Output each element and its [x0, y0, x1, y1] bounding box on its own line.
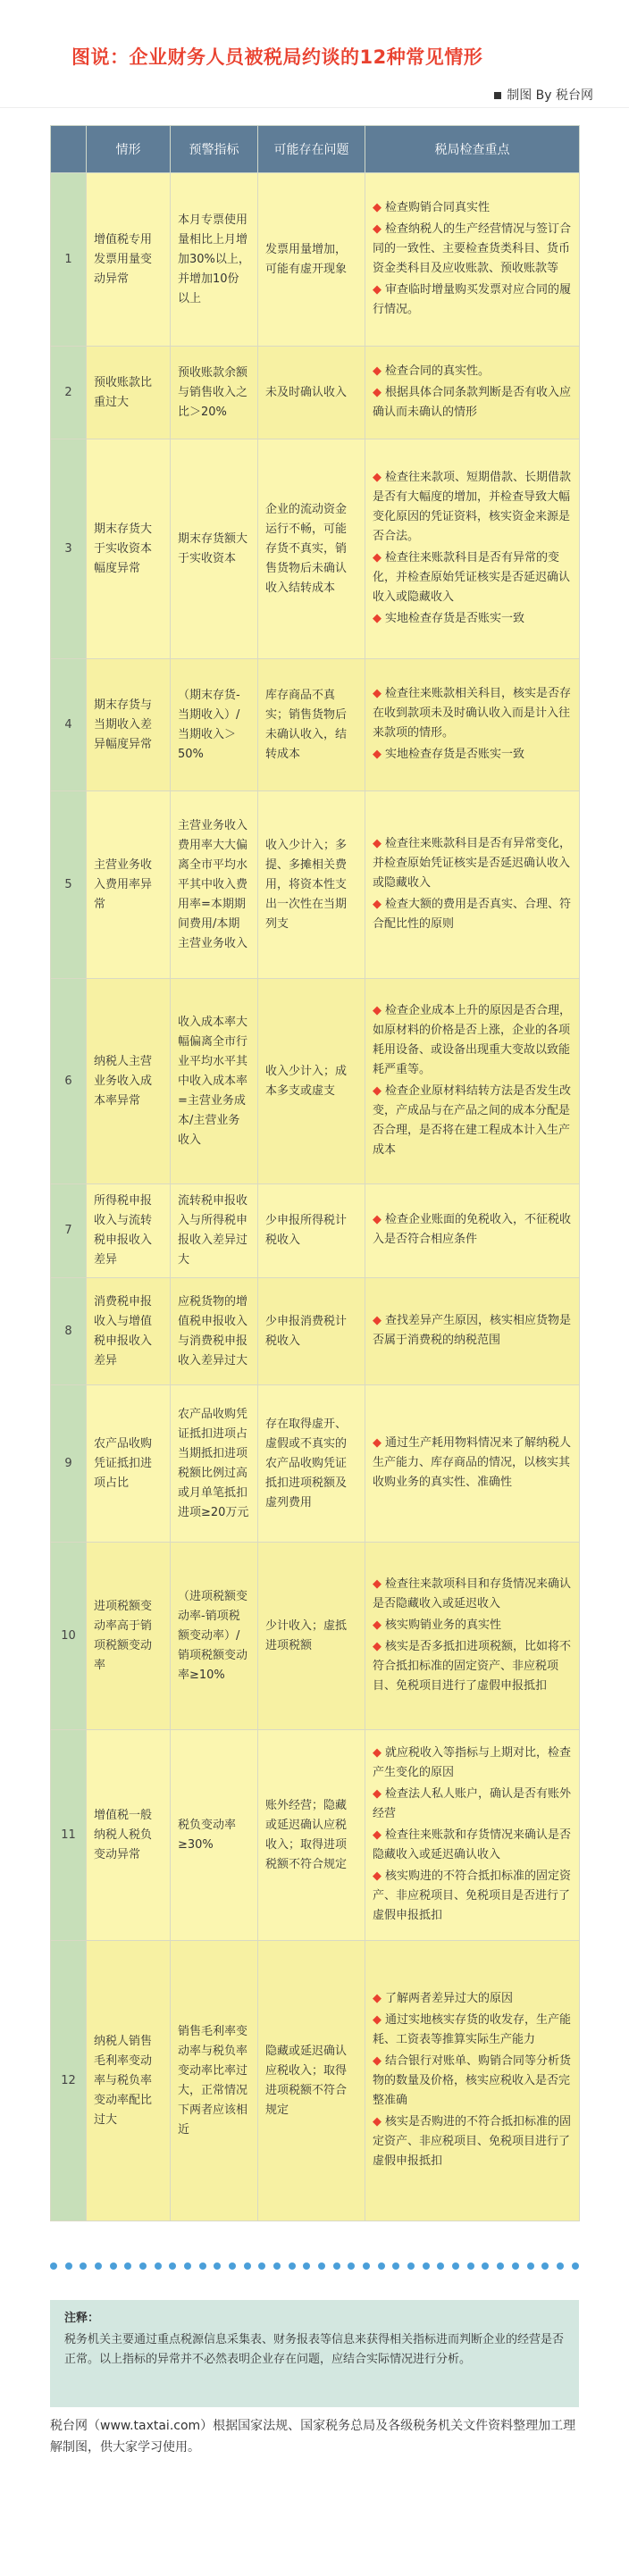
problem-cell: 少申报所得税计税收入 [258, 1184, 365, 1278]
diamond-bullet-icon: ◆ [373, 2114, 382, 2129]
key-text: 检查法人私人账户，确认是否有账外经营 [373, 1786, 572, 1820]
indicator-cell: 农产品收购凭证抵扣进项占当期抵扣进项税额比例过高或月单笔抵扣进项≥20万元 [171, 1385, 258, 1543]
divider-dot [407, 2262, 415, 2270]
table-row [51, 1941, 580, 2221]
diamond-bullet-icon: ◆ [373, 1639, 382, 1653]
key-text: 了解两者差异过大的原因 [385, 1991, 514, 2005]
divider-dot [50, 2262, 57, 2270]
key-item [373, 1785, 572, 1824]
key-item [373, 220, 572, 279]
diamond-bullet-icon: ◆ [373, 1827, 382, 1842]
divider-dot [363, 2262, 370, 2270]
row-index: 9 [51, 1385, 87, 1543]
situation-cell: 农产品收购凭证抵扣进项占比 [87, 1385, 171, 1543]
key-item [373, 1744, 572, 1783]
key-text: 结合银行对账单、购销合同等分析货物的数量及价格，核实应税收入是否完整准确 [373, 2053, 572, 2107]
keys-cell [365, 1385, 580, 1543]
key-item [373, 1989, 572, 2009]
divider-dot [423, 2262, 430, 2270]
divider-dot [124, 2262, 131, 2270]
header-situation: 情形 [87, 126, 171, 173]
key-item [373, 1867, 572, 1926]
row-index: 2 [51, 347, 87, 439]
table-row [51, 659, 580, 791]
indicator-cell: 预收账款余额与销售收入之比＞20% [171, 347, 258, 439]
divider-dot [199, 2262, 206, 2270]
indicator-cell: （期末存货-当期收入）/当期收入＞50% [171, 659, 258, 791]
divider-dot [80, 2262, 87, 2270]
key-text: 审查临时增量购买发票对应合同的履行情况。 [373, 282, 572, 316]
row-index: 4 [51, 659, 87, 791]
key-item [373, 1637, 572, 1696]
indicator-cell: 税负变动率≥30% [171, 1730, 258, 1941]
row-index: 11 [51, 1730, 87, 1941]
key-text: 检查往来账款科目是否有异常变化，并检查原始凭证核实是否延迟确认收入或隐藏收入 [373, 836, 572, 890]
situation-cell: 纳税人主营业务收入成本率异常 [87, 979, 171, 1184]
divider-dot [512, 2262, 519, 2270]
indicator-cell: （进项税额变动率-销项税额变动率）/销项税额变动率≥10% [171, 1543, 258, 1730]
problem-cell: 少计收入；虚抵进项税额 [258, 1543, 365, 1730]
key-item [373, 1616, 572, 1635]
key-item [373, 895, 572, 934]
key-text: 检查购销合同真实性 [385, 200, 491, 214]
key-text: 通过生产耗用物料情况来了解纳税人生产能力、库存商品的情况，以核实其收购业务的真实性、准确性 [373, 1435, 572, 1489]
keys-cell [365, 979, 580, 1184]
key-item [373, 834, 572, 893]
problem-cell: 库存商品不真实；销售货物后未确认收入，结转成本 [258, 659, 365, 791]
key-item [373, 383, 572, 422]
key-text: 检查往来账款相关科目，核实是否存在收到款项未及时确认收入而是计入往来款项的情形。 [373, 686, 572, 740]
divider-dot [497, 2262, 504, 2270]
situation-cell: 主营业务收入费用率异常 [87, 791, 171, 979]
key-item [373, 684, 572, 743]
divider-dot [289, 2262, 296, 2270]
note-label: 注释： [64, 2312, 100, 2325]
diamond-bullet-icon: ◆ [373, 1869, 382, 1883]
table-row [51, 1278, 580, 1385]
table-row [51, 979, 580, 1184]
divider-dot [557, 2262, 564, 2270]
row-index: 1 [51, 173, 87, 347]
square-bullet-icon [494, 92, 501, 99]
divider-dot [392, 2262, 399, 2270]
diamond-bullet-icon: ◆ [373, 1991, 382, 2005]
divider-dot [184, 2262, 191, 2270]
diamond-bullet-icon: ◆ [373, 836, 382, 850]
key-text: 核实是否购进的不符合抵扣标准的固定资产、非应税项目、免税项目进行了虚假申报抵扣 [373, 2114, 572, 2168]
header-index [51, 126, 87, 173]
situation-cell: 纳税人销售毛利率变动率与税负率变动率配比过大 [87, 1941, 171, 2221]
divider-dot [273, 2262, 281, 2270]
row-index: 12 [51, 1941, 87, 2221]
divider-dot [348, 2262, 355, 2270]
key-text: 通过实地核实存货的收发存，生产能耗、工资表等推算实际生产能力 [373, 2012, 572, 2046]
key-item [373, 1575, 572, 1614]
footer-text: 税台网（www.taxtai.com）根据国家法规、国家税务总局及各级税务机关文件资料整理加工理解制图，供大家学习使用。 [50, 2419, 576, 2455]
divider-dot [258, 2262, 265, 2270]
situation-cell: 增值税专用发票用量变动异常 [87, 173, 171, 347]
indicator-cell: 应税货物的增值税申报收入与消费税申报收入差异过大 [171, 1278, 258, 1385]
problem-cell: 少申报消费税计税收入 [258, 1278, 365, 1385]
keys-cell [365, 791, 580, 979]
divider-dot [229, 2262, 236, 2270]
key-item [373, 2011, 572, 2050]
keys-cell [365, 1278, 580, 1385]
keys-cell [365, 1184, 580, 1278]
indicator-cell: 本月专票使用量相比上月增加30%以上，并增加10份以上 [171, 173, 258, 347]
diamond-bullet-icon: ◆ [373, 686, 382, 700]
diamond-bullet-icon: ◆ [373, 550, 382, 565]
divider-dot [437, 2262, 444, 2270]
problem-cell: 收入少计入；多提、多摊相关费用，将资本性支出一次性在当期列支 [258, 791, 365, 979]
divider-dot [65, 2262, 72, 2270]
situation-cell: 进项税额变动率高于销项税额变动率 [87, 1543, 171, 1730]
key-text: 就应税收入等指标与上期对比，检查产生变化的原因 [373, 1745, 572, 1779]
key-text: 检查大额的费用是否真实、合理、符合配比性的原则 [373, 897, 572, 931]
diamond-bullet-icon: ◆ [373, 200, 382, 214]
key-item [373, 745, 572, 765]
key-text: 检查纳税人的生产经营情况与签订合同的一致性、主要检查货类科目、货币资金类科目及应收账款、预收账款等 [373, 222, 572, 275]
note-text: 税务机关主要通过重点税源信息采集表、财务报表等信息来获得相关指标进而判断企业的经营是否正常。以上指标的异常并不必然表明企业存在问题，应结合实际情况进行分析。 [64, 2333, 565, 2366]
credit-text: 制图 By 税台网 [507, 88, 593, 103]
row-index: 10 [51, 1543, 87, 1730]
diamond-bullet-icon: ◆ [373, 1786, 382, 1801]
key-item [373, 1434, 572, 1493]
divider-dot [527, 2262, 534, 2270]
diamond-bullet-icon: ◆ [373, 747, 382, 761]
table-row [51, 1385, 580, 1543]
divider-dot [95, 2262, 102, 2270]
key-item [373, 2112, 572, 2171]
keys-cell [365, 173, 580, 347]
keys-cell [365, 659, 580, 791]
key-item [373, 1826, 572, 1865]
divider-dot [169, 2262, 176, 2270]
problem-cell: 收入少计入；成本多支或虚支 [258, 979, 365, 1184]
key-item [373, 609, 572, 629]
key-text: 实地检查存货是否账实一致 [385, 747, 525, 761]
key-text: 检查往来账款科目是否有异常的变化，并检查原始凭证核实是否延迟确认收入或隐藏收入 [373, 550, 571, 604]
diamond-bullet-icon: ◆ [373, 1435, 382, 1450]
diamond-bullet-icon: ◆ [373, 1313, 382, 1327]
table-row [51, 173, 580, 347]
key-text: 查找差异产生原因，核实相应货物是否属于消费税的纳税范围 [373, 1313, 572, 1347]
diamond-bullet-icon: ◆ [373, 1213, 382, 1226]
divider-dot [452, 2262, 459, 2270]
table-header-row [51, 126, 580, 173]
divider-dot [541, 2262, 549, 2270]
problem-cell: 账外经营；隐藏或延迟确认应税收入；取得进项税额不符合规定 [258, 1730, 365, 1941]
keys-cell [365, 1730, 580, 1941]
keys-cell [365, 347, 580, 439]
problem-cell: 存在取得虚开、虚假或不真实的农产品收购凭证抵扣进项税额及虚列费用 [258, 1385, 365, 1543]
problem-cell: 未及时确认收入 [258, 347, 365, 439]
main-table-wrapper [50, 125, 579, 2221]
divider-dot [155, 2262, 162, 2270]
divider-dot [303, 2262, 310, 2270]
header-indicator: 预警指标 [171, 126, 258, 173]
dot-divider [50, 2260, 579, 2272]
key-item [373, 1210, 572, 1250]
key-item [373, 198, 572, 218]
page-title: 图说：企业财务人员被税局约谈的12种常见情形 [71, 46, 483, 68]
table-row [51, 347, 580, 439]
problem-cell: 发票用量增加，可能有虚开现象 [258, 173, 365, 347]
key-item [373, 362, 572, 381]
key-text: 核实购销业务的真实性 [385, 1618, 502, 1632]
diamond-bullet-icon: ◆ [373, 2012, 382, 2027]
diamond-bullet-icon: ◆ [373, 2053, 382, 2068]
divider-dot [139, 2262, 147, 2270]
indicator-cell: 销售毛利率变动率与税负率变动率比率过大，正常情况下两者应该相近 [171, 1941, 258, 2221]
diamond-bullet-icon: ◆ [373, 470, 382, 484]
key-text: 检查企业成本上升的原因是否合理，如原材料的价格是否上涨，企业的各项耗用设备、或设备出现重大变故以致能耗严重等。 [373, 1003, 572, 1076]
situation-cell: 期末存货大于实收资本幅度异常 [87, 439, 171, 659]
row-index: 5 [51, 791, 87, 979]
table-row [51, 439, 580, 659]
divider-dot [318, 2262, 325, 2270]
table-row [51, 791, 580, 979]
situation-cell: 所得税申报收入与流转税申报收入差异 [87, 1184, 171, 1278]
divider-dot [333, 2262, 340, 2270]
keys-cell [365, 1543, 580, 1730]
divider-dot [482, 2262, 489, 2270]
key-item [373, 468, 572, 547]
key-item [373, 1001, 572, 1080]
table-row [51, 1184, 580, 1278]
situation-cell: 期末存货与当期收入差异幅度异常 [87, 659, 171, 791]
keys-cell [365, 1941, 580, 2221]
key-item [373, 548, 572, 607]
table-row [51, 1543, 580, 1730]
table-body [51, 173, 580, 2221]
row-index: 3 [51, 439, 87, 659]
key-item [373, 2052, 572, 2111]
diamond-bullet-icon: ◆ [373, 611, 382, 625]
key-text: 根据具体合同条款判断是否有收入应确认而未确认的情形 [373, 385, 572, 419]
key-text: 检查合同的真实性。 [385, 364, 491, 378]
header-problem: 可能存在问题 [258, 126, 365, 173]
key-text: 核实是否多抵扣进项税额，比如将不符合抵扣标准的固定资产、非应税项目、免税项目进行了虚假申报抵扣 [373, 1639, 572, 1693]
problem-cell: 企业的流动资金运行不畅，可能存货不真实，销售货物后未确认收入结转成本 [258, 439, 365, 659]
indicator-cell: 期末存货额大于实收资本 [171, 439, 258, 659]
key-text: 检查企业账面的免税收入，不征税收入是否符合相应条件 [373, 1213, 572, 1246]
situation-cell: 增值税一般纳税人税负变动异常 [87, 1730, 171, 1941]
diamond-bullet-icon: ◆ [373, 385, 382, 399]
key-text: 检查往来款项、短期借款、长期借款是否有大幅度的增加，并检查导致大幅变化原因的凭证资料，核实资金来源是否合法。 [373, 470, 572, 543]
key-item [373, 280, 572, 320]
divider-dot [572, 2262, 579, 2270]
row-index: 7 [51, 1184, 87, 1278]
key-text: 检查企业原材料结转方法是否发生改变，产成品与在产品之间的成本分配是否合理，是否将在建工程成本计入生产成本 [373, 1083, 572, 1157]
divider-dot [244, 2262, 251, 2270]
header [0, 0, 629, 108]
key-item [373, 1082, 572, 1160]
header-keys: 税局检查重点 [365, 126, 580, 173]
key-text: 检查往来账款和存货情况来确认是否隐藏收入或延迟确认收入 [373, 1827, 572, 1861]
diamond-bullet-icon: ◆ [373, 1618, 382, 1632]
situation-cell: 消费税申报收入与增值税申报收入差异 [87, 1278, 171, 1385]
indicator-cell: 主营业务收入费用率大大偏离全市平均水平其中收入费用率=本期期间费用/本期主营业务收入 [171, 791, 258, 979]
key-item [373, 1311, 572, 1351]
credit-line [494, 86, 593, 104]
row-index: 8 [51, 1278, 87, 1385]
keys-cell [365, 439, 580, 659]
key-text: 检查往来款项科目和存货情况来确认是否隐藏收入或延迟收入 [373, 1577, 572, 1610]
key-text: 实地检查存货是否账实一致 [385, 611, 525, 625]
divider-dot [378, 2262, 385, 2270]
diamond-bullet-icon: ◆ [373, 1577, 382, 1591]
diamond-bullet-icon: ◆ [373, 222, 382, 236]
divider-dot [467, 2262, 474, 2270]
diamond-bullet-icon: ◆ [373, 1003, 382, 1017]
risk-table [50, 125, 580, 2221]
table-row [51, 1730, 580, 1941]
diamond-bullet-icon: ◆ [373, 282, 382, 297]
diamond-bullet-icon: ◆ [373, 1745, 382, 1760]
diamond-bullet-icon: ◆ [373, 1083, 382, 1098]
diamond-bullet-icon: ◆ [373, 364, 382, 378]
note-box [50, 2300, 579, 2407]
indicator-cell: 收入成本率大幅偏离全市行业平均水平其中收入成本率=主营业务成本/主营业务收入 [171, 979, 258, 1184]
divider-dot [110, 2262, 117, 2270]
problem-cell: 隐藏或延迟确认应税收入；取得进项税额不符合规定 [258, 1941, 365, 2221]
divider-dot [214, 2262, 221, 2270]
diamond-bullet-icon: ◆ [373, 897, 382, 911]
key-text: 核实购进的不符合抵扣标准的固定资产、非应税项目、免税项目是否进行了虚假申报抵扣 [373, 1869, 572, 1922]
row-index: 6 [51, 979, 87, 1184]
indicator-cell: 流转税申报收入与所得税申报收入差异过大 [171, 1184, 258, 1278]
situation-cell: 预收账款比重过大 [87, 347, 171, 439]
